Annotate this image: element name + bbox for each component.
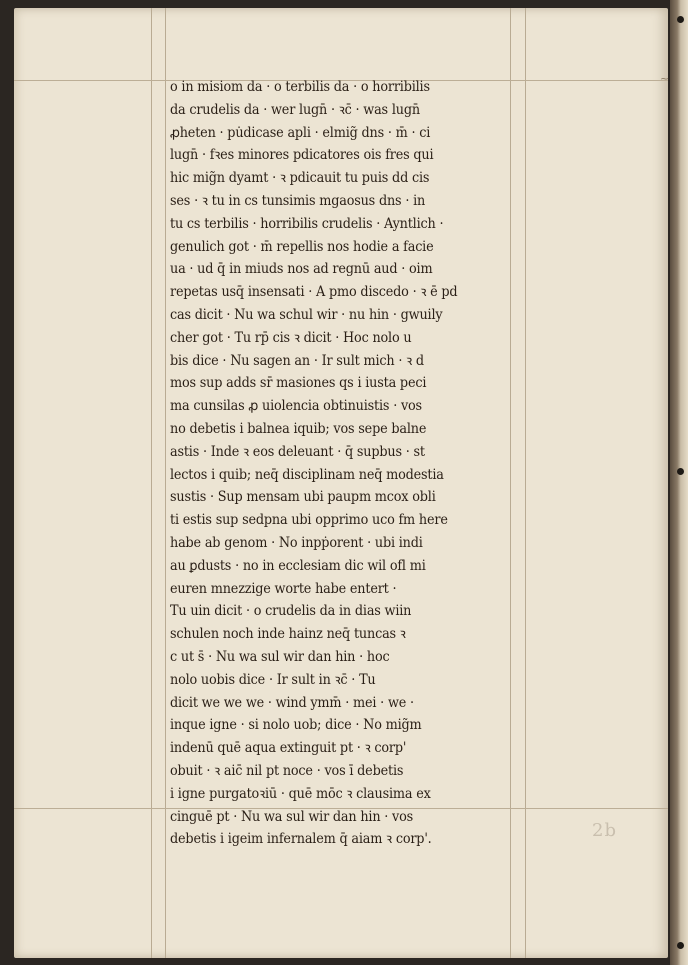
manuscript-line: indenū quē aqua extinguit pt · ꝛ corp': [170, 740, 407, 757]
manuscript-line: da crudelis da · wer lugn̄ · ꝛc̄ · was lugn̄: [170, 101, 420, 118]
manuscript-line: mos sup adds sr̄ masiones qs i iusta peci: [170, 375, 427, 392]
manuscript-line: au ꝑdusts · no in ecclesiam dic wil ofl mi: [170, 557, 426, 574]
manuscript-line: obuit · ꝛ aic̄ nil pt noce · vos ī debetis: [170, 762, 404, 779]
manuscript-line: ses · ꝛ tu in cs tunsimis mgaosus dns · in: [170, 192, 426, 209]
manuscript-line: ꝓheten · pu̇dicase apli · elmig̃ dns · m̄ · ci: [170, 124, 431, 141]
manuscript-line: euren mnezzige worte habe entert ·: [170, 580, 397, 597]
manuscript-line: ma cunsilas ꝓ uiolencia obtinuistis · vos: [170, 398, 422, 415]
manuscript-line: i igne purgatoꝛiū · quē mōc ꝛ clausima ex: [170, 785, 431, 802]
manuscript-line: Tu uin dicit · o crudelis da in dias wiin: [170, 603, 412, 620]
manuscript-line: cher got · Tu rp̄ cis ꝛ dicit · Hoc nolo u: [170, 329, 412, 346]
manuscript-line: cas dicit · Nu wa schul wir · nu hin · gwuily: [170, 306, 443, 323]
manuscript-line: lugn̄ · fꝛes minores pdicatores ois fres qui: [170, 147, 434, 164]
manuscript-line: bis dice · Nu sagen an · Ir sult mich · ꝛ d: [170, 352, 424, 369]
folio-number: 2b: [592, 820, 617, 841]
left-outer-ruling: [151, 8, 152, 958]
manuscript-line: debetis i igeim infernalem q̄ aiam ꝛ corp'.: [170, 831, 432, 848]
manuscript-line: ua · ud q̄ in miuds nos ad regnū aud · oim: [170, 261, 433, 278]
binding-hole: [677, 16, 684, 23]
manuscript-line: hic mig̃n dyamt · ꝛ pdicauit tu puis dd cis: [170, 170, 430, 187]
manuscript-line: sustis · Sup mensam ubi paupm mcox obli: [170, 489, 436, 506]
manuscript-line: c ut s̄ · Nu wa sul wir dan hin · hoc: [170, 648, 390, 665]
manuscript-line: cinguē pt · Nu wa sul wir dan hin · vos: [170, 808, 414, 825]
manuscript-line: astis · Inde ꝛ eos deleuant · q̄ supbus · st: [170, 443, 425, 460]
manuscript-line: habe ab genom · No inpṗorent · ubi indi: [170, 534, 423, 551]
manuscript-line: nolo uobis dice · Ir sult in ꝛc̄ · Tu: [170, 671, 376, 688]
binding-hole: [677, 942, 684, 949]
manuscript-line: o in misiom da · o terbilis da · o horribilis: [170, 79, 430, 95]
manuscript-text-block: [170, 76, 516, 851]
manuscript-line: ti estis sup sedpna ubi opprimo uco fm here: [170, 512, 448, 529]
binding-gutter: [670, 0, 688, 965]
left-inner-ruling: [165, 8, 166, 958]
manuscript-line: lectos i quib; neq̄ disciplinam neq̄ modestia: [170, 466, 444, 483]
manuscript-line: tu cs terbilis · horribilis crudelis · Ayntlich ·: [170, 215, 444, 232]
manuscript-line: genulich got · m̄ repellis nos hodie a facie: [170, 238, 434, 255]
binding-hole: [677, 468, 684, 475]
manuscript-line: inque igne · si nolo uob; dice · No mig̃m: [170, 717, 422, 734]
manuscript-line: schulen noch inde hainz neq̄ tuncas ꝛ: [170, 626, 406, 643]
manuscript-line: repetas usq̄ insensati · A pmo discedo · ꝛ ē pd: [170, 284, 458, 301]
margin-note: ~: [660, 72, 670, 85]
right-outer-ruling: [525, 8, 526, 958]
manuscript-line: dicit we we we · wind ymm̄ · mei · we ·: [170, 694, 414, 711]
manuscript-line: no debetis i balnea iquib; vos sepe balne: [170, 420, 427, 437]
